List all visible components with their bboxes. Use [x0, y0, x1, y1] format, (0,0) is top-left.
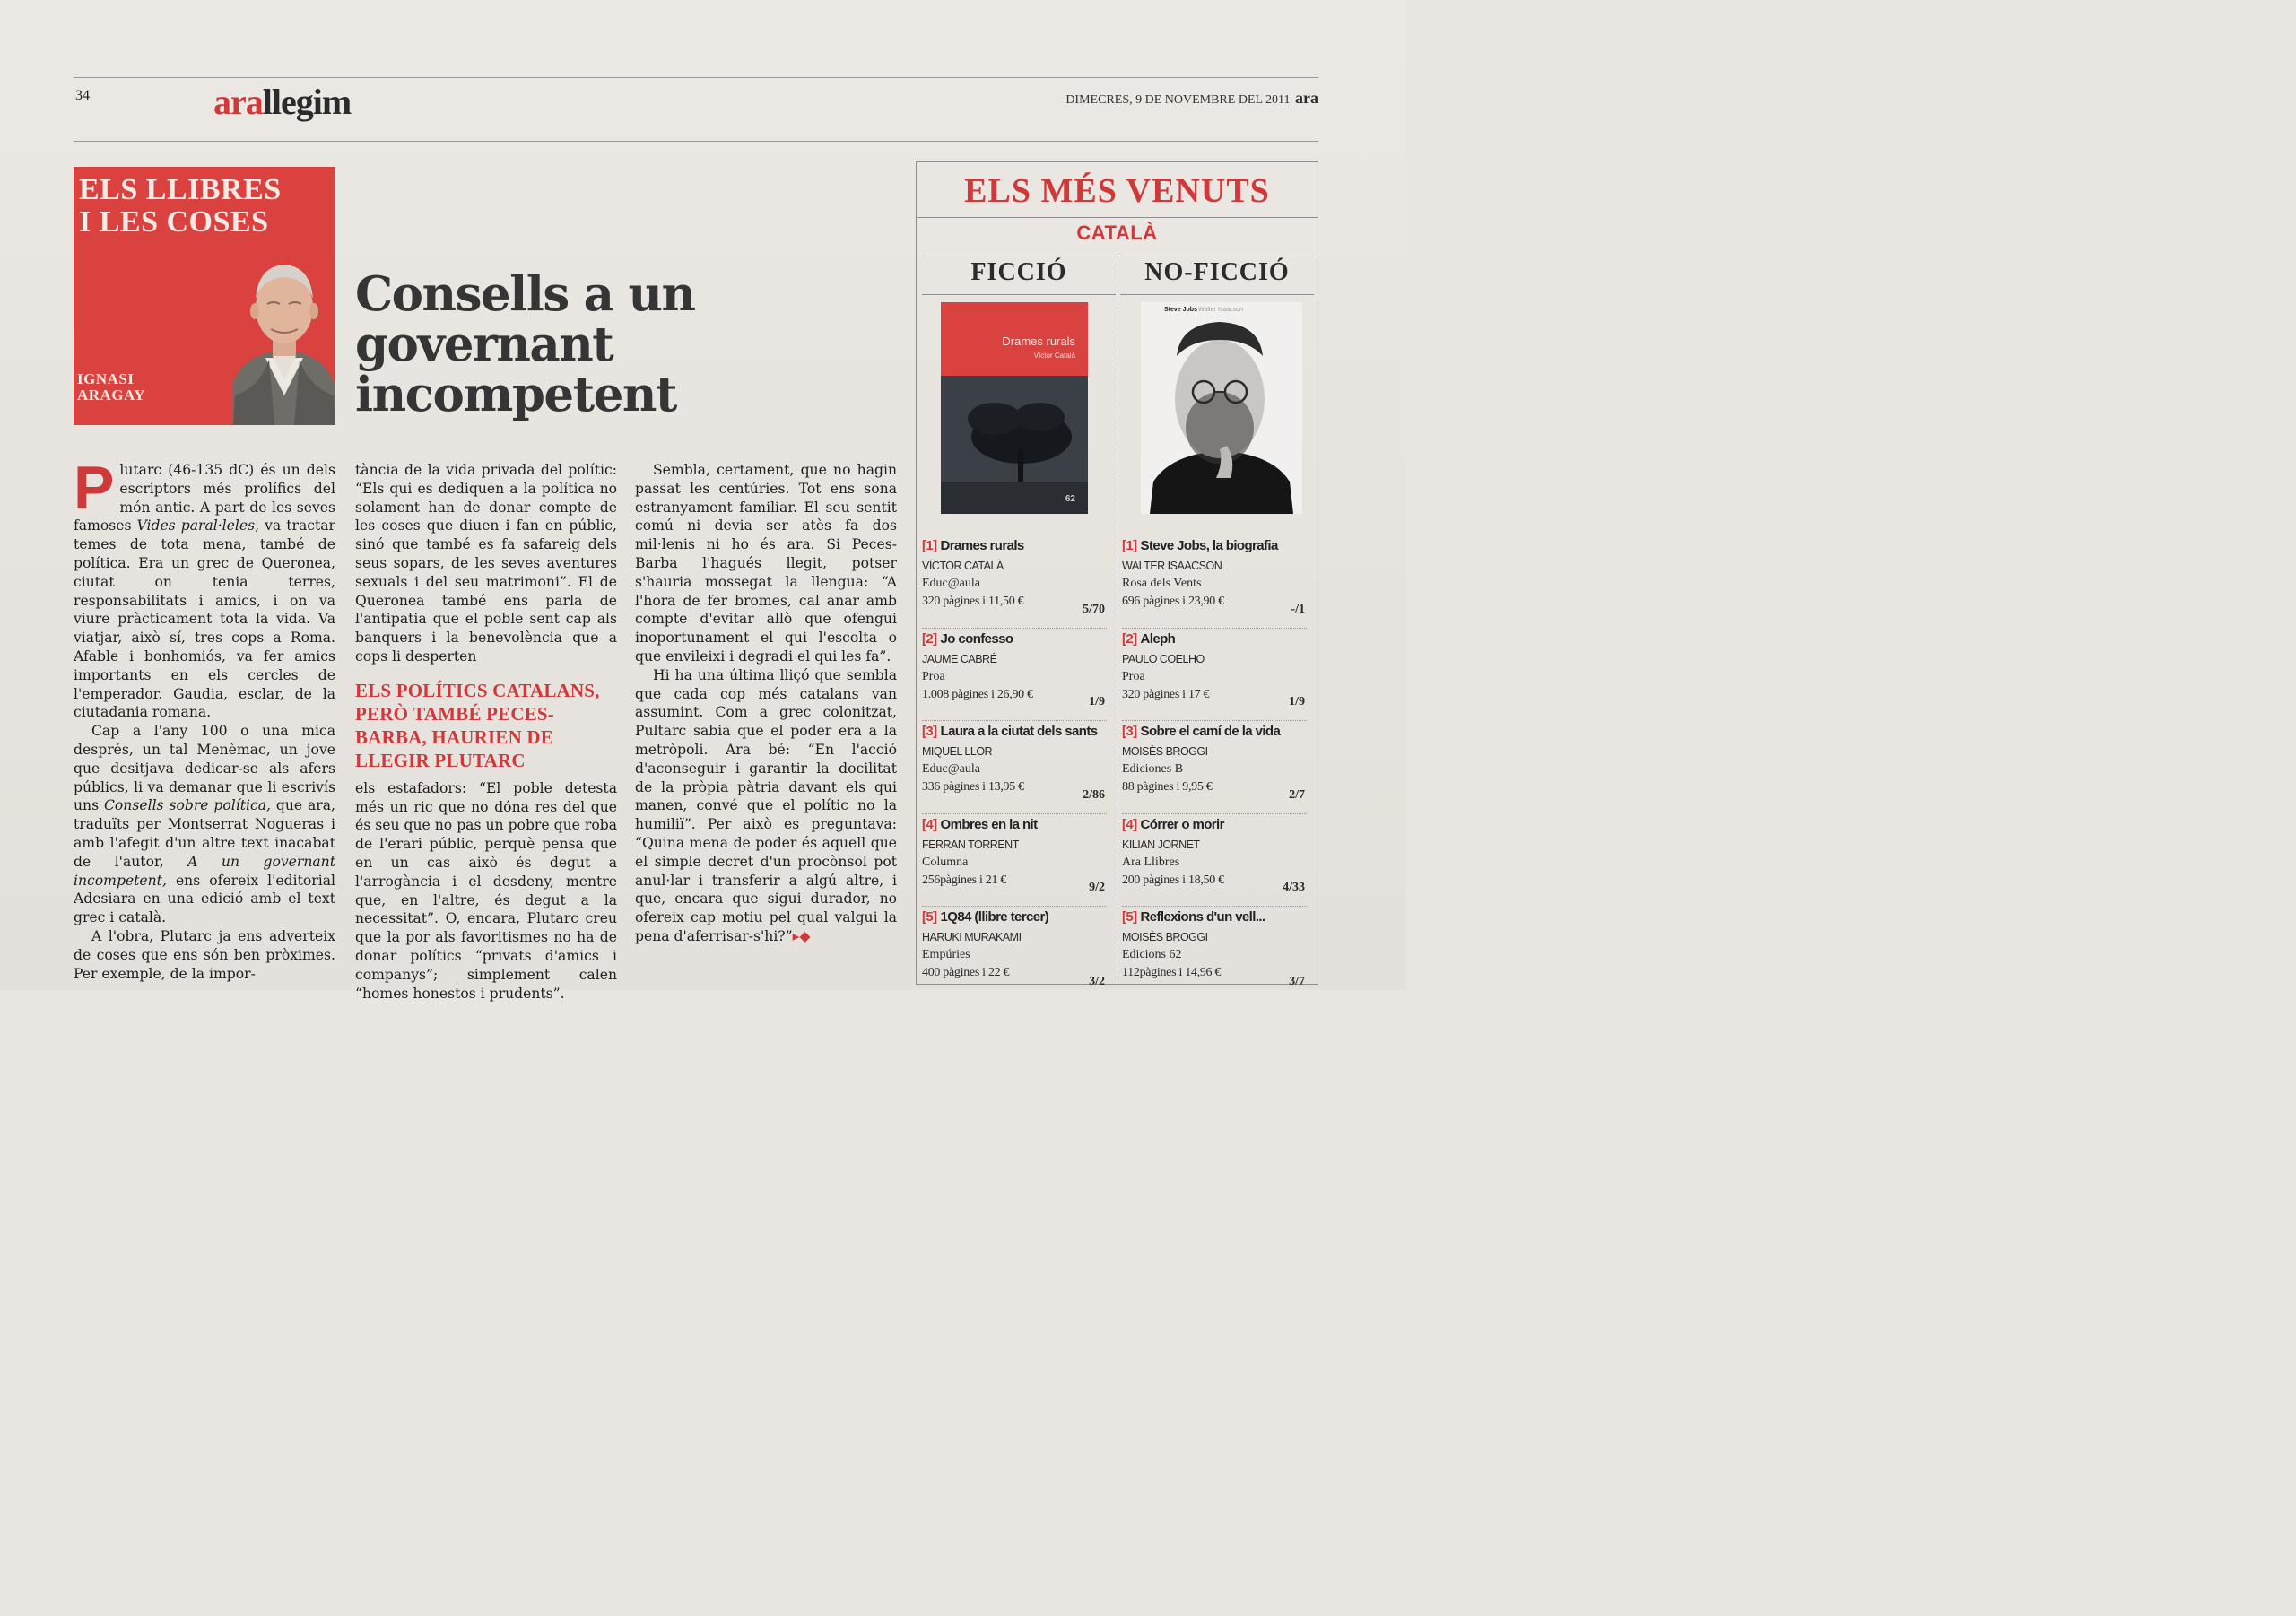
book-position: 2/86 [1083, 787, 1105, 802]
article-column-3 [635, 461, 897, 946]
book-position: 1/9 [1289, 695, 1305, 708]
column-title-line2: I LES COSES [79, 205, 269, 239]
book-title [922, 630, 1107, 648]
book-pages-price: 696 pàgines i 23,90 € [1122, 595, 1224, 608]
book-title [922, 537, 1107, 555]
list-item [1122, 814, 1307, 908]
book-publisher: Ediciones B [1122, 762, 1184, 776]
book-author: WALTER ISAACSON [1122, 560, 1222, 572]
book-rank: [2] [1122, 630, 1137, 647]
book-author: FERRAN TORRENT [922, 838, 1019, 851]
book-title-text: Jo confesso [940, 630, 1013, 647]
paragraph-text: Cap a l'any 100 o una mica després, un tal Menèmac, un jove que desitjava dedicar-se als afers públics, li va demanar que li escrivís uns [74, 723, 335, 814]
book-title [1122, 908, 1307, 926]
book-rank: [1] [1122, 538, 1137, 553]
book-pages-price: 256pàgines i 21 € [922, 873, 1007, 887]
book-title [922, 908, 1107, 926]
book-position: 4/33 [1283, 881, 1305, 894]
fiction-list [922, 535, 1107, 1000]
book-author: MOISÈS BROGGI [1122, 931, 1208, 943]
pull-quote: ELS POLÍTICS CATALANS, PERÒ TAMBÉ PECES-BARBA, HAURIEN DE LLEGIR PLUTARC [355, 679, 600, 771]
list-item [922, 907, 1107, 1000]
book-pages-price: 1.008 pàgines i 26,90 € [922, 687, 1033, 701]
article-headline: Consells a un governant incompetent [355, 266, 695, 422]
book-title-text: Ombres en la nit [940, 816, 1038, 832]
book-title-text: Reflexions d'un vell... [1140, 909, 1265, 925]
column-title-line1: ELS LLIBRES [79, 173, 282, 206]
fiction-cover-logo: 62 [1065, 494, 1075, 504]
header-top-rule [74, 77, 1318, 78]
list-item [1122, 629, 1307, 722]
book-pages-price: 320 pàgines i 17 € [1122, 687, 1210, 701]
book-author: VÍCTOR CATALÀ [922, 560, 1004, 572]
book-publisher: Edicions 62 [1122, 948, 1182, 961]
book-publisher: Columna [922, 855, 969, 869]
book-title [1122, 630, 1307, 648]
author-name-line2: ARAGAY [77, 387, 146, 404]
book-author: MIQUEL LLOR [922, 745, 993, 758]
article-paragraph: tància de la vida privada del polític: “Els qui es dediquen a la política no solament han de donar compte de les coses que diuen i fan en públic, sinó que també es fa safareig dels seus sopars, de les seves aventures sexuals i del seu matrimoni”. El de Queronea també ens parla de l'antipatia que el poble sent cap als banquers i la benevolència que a cops li desperten [355, 462, 617, 665]
article-paragraph: Sembla, certament, que no hagin passat les centúries. Tot ens sona estranyament familiar. El seu sentit comú ni devia ser atès fa dos mil·lenis ni ho és ara. Si Peces-Barba l'hagués llegit, potser s'hauria mossegat la llengua: “A l'hora de fer bromes, cal anar amb compte d'evitar allò que ofengui inoportunament el qui l'escolta o que envileixi i degradi el qui les fa”. [635, 462, 897, 665]
nonfiction-cover-author: Walter Isaacson [1198, 307, 1243, 313]
book-position: 9/2 [1089, 881, 1105, 894]
book-title-text: Laura a la ciutat dels sants [940, 724, 1098, 739]
book-author: HARUKI MURAKAMI [922, 931, 1022, 943]
article-paragraph: els estafadors: “El poble detesta més un ric que no dóna res del que és seu que no pas un pobre que roba de l'erari públic, perquè pensa que en un cas això és degut a l'arrogància i el desdeny, mentre que, en l'altre, és degut a la necessitat”. O, encara, Plutarc creu que la por als favoritismes no ha de donar polítics “privats d'amics i companys”; simplement calen “homes honestos i prudents”. [355, 779, 617, 1002]
book-title [1122, 723, 1307, 741]
book-pages-price: 112pàgines i 14,96 € [1122, 966, 1222, 979]
book-rank: [1] [922, 538, 937, 553]
book-position: -/1 [1291, 602, 1305, 616]
book-pages-price: 336 pàgines i 13,95 € [922, 780, 1024, 794]
author-name-line1: IGNASI [77, 370, 135, 387]
book-pages-price: 320 pàgines i 11,50 € [922, 595, 1024, 608]
book-publisher: Educ@aula [922, 577, 980, 590]
book-rank: [4] [922, 816, 937, 832]
drop-cap: P [74, 454, 115, 522]
fiction-book-cover [941, 302, 1088, 514]
book-rank: [3] [1122, 724, 1137, 739]
book-publisher: Empúries [922, 948, 970, 961]
bestsellers-box [916, 161, 1318, 988]
book-position: 3/2 [1089, 974, 1105, 988]
nonfiction-book-cover [1141, 302, 1302, 514]
article-paragraph: A l'obra, Plutarc ja ens adverteix de coses que ens són ben pròximes. Per exemple, de la impor- [74, 927, 335, 982]
brand-logo: ara [1295, 89, 1318, 107]
book-title-text: Drames rurals [940, 538, 1024, 553]
book-title [922, 816, 1107, 834]
list-item [922, 814, 1107, 908]
book-position: 3/7 [1289, 974, 1305, 988]
book-title-text: Aleph [1140, 630, 1176, 647]
list-item [922, 535, 1107, 629]
fiction-cover-title: Drames rurals [1002, 334, 1075, 348]
list-item [922, 629, 1107, 722]
book-publisher: Proa [1122, 669, 1145, 683]
book-title-italic: Consells sobre política, [103, 797, 271, 814]
header-bottom-rule [74, 141, 1318, 142]
book-publisher: Ara Llibres [1122, 855, 1180, 869]
paragraph-text: lutarc (46-135 dC) és un dels escriptors més prolífics del món antic. A part de les seves famoses [74, 462, 335, 534]
book-rank: [2] [922, 630, 937, 647]
bestsellers-rule [917, 217, 1318, 218]
list-item [1122, 907, 1307, 1000]
section-logo-name: llegim [262, 82, 352, 122]
book-rank: [4] [1122, 816, 1137, 832]
article-paragraph [74, 722, 335, 927]
article-column-2 [355, 461, 617, 1003]
book-publisher: Educ@aula [922, 762, 980, 776]
article-paragraph [635, 666, 897, 946]
dateline [1065, 89, 1318, 108]
paragraph-text: Hi ha una última lliçó que sembla que cada cop més catalans van assumint. Com a grec colonitzat, Pultarc sabia que el poder era a la metròpoli. Ara bé: “En l'acció d'aconseguir i garantir la docilitat de la pròpia pàtria davant els qui manen, convé que el polític no la humiliï”. Per això es preguntava: “Quina mena de poder és aquell que el simple decret d'un procònsol pot anul·lar i transferir a algú altre, i que, encara que sigui durador, no ofereix cap motiu pel qual valgui la pena d'aferrisar-s'hi?” [635, 666, 897, 944]
section-logo [213, 81, 351, 123]
bestsellers-language: CATALÀ [1076, 222, 1158, 244]
book-title [922, 723, 1107, 741]
list-item [1122, 535, 1307, 629]
book-rank: [5] [1122, 909, 1137, 925]
book-author: KILIAN JORNET [1122, 838, 1200, 851]
book-rank: [3] [922, 724, 937, 739]
book-publisher: Rosa dels Vents [1122, 577, 1202, 590]
author-name [77, 371, 145, 404]
nonfiction-heading: NO-FICCIÓ [1120, 256, 1314, 295]
book-pages-price: 400 pàgines i 22 € [922, 966, 1010, 979]
article-column-1 [74, 454, 335, 983]
end-mark-icon: ▸◆ [792, 926, 811, 944]
column-header-box [74, 167, 335, 425]
book-pages-price: 200 pàgines i 18,50 € [1122, 873, 1224, 887]
bestsellers-title: ELS MÉS VENUTS [964, 172, 1270, 210]
book-position: 2/7 [1289, 787, 1305, 802]
fiction-heading: FICCIÓ [922, 256, 1116, 295]
section-logo-ara: ara [213, 82, 263, 122]
paragraph-text: , va tractar temes de tota mena, també de política. Era un grec de Queronea, ciutat on tenia terres, responsabilitats i amics, i on va viure pràcticament tota la vida. Va viatjar, això sí, tres cops a Roma. Afable i bonhomiós, va fer amics importants en els cercles de l'emperador. Gaudia, esclar, de la ciutadania romana. [74, 517, 335, 721]
nonfiction-cover-title: Steve Jobs [1164, 307, 1197, 313]
paragraph-text: ens ofereix l'editorial Adesiara en una edició amb el text grec i català. [74, 872, 335, 926]
book-rank: [5] [922, 909, 937, 925]
list-item [1122, 721, 1307, 814]
column-title [79, 174, 282, 239]
date-text: DIMECRES, 9 DE NOVEMBRE DEL 2011 [1065, 93, 1291, 107]
book-title-text: Sobre el camí de la vida [1140, 724, 1281, 739]
book-title-text: 1Q84 (llibre tercer) [940, 909, 1049, 925]
author-portrait [233, 252, 335, 425]
book-title [1122, 816, 1307, 834]
book-author: MOISÈS BROGGI [1122, 745, 1208, 758]
nonfiction-list [1122, 535, 1307, 1000]
book-pages-price: 88 pàgines i 9,95 € [1122, 780, 1213, 794]
book-author: JAUME CABRÉ [922, 652, 997, 665]
paragraph-text: que ara, traduïts per Montserrat Nogueras i amb l'afegit d'un altre text inacabat de l'autor, [74, 797, 335, 870]
fiction-cover-author: Víctor Català [1033, 352, 1075, 360]
newspaper-page [0, 0, 1406, 1002]
book-author: PAULO COELHO [1122, 652, 1205, 665]
book-publisher: Proa [922, 669, 945, 683]
book-title-text: Steve Jobs, la biografia [1140, 538, 1278, 553]
article-paragraph [74, 454, 335, 722]
book-position: 1/9 [1089, 695, 1105, 708]
book-position: 5/70 [1083, 602, 1105, 616]
book-title [1122, 537, 1307, 555]
book-title-italic: A un governant incompetent, [74, 853, 335, 889]
book-title-italic: Vides paral·leles [136, 517, 256, 534]
book-title-text: Córrer o morir [1140, 816, 1224, 832]
page-number: 34 [75, 88, 90, 103]
list-item [922, 721, 1107, 814]
